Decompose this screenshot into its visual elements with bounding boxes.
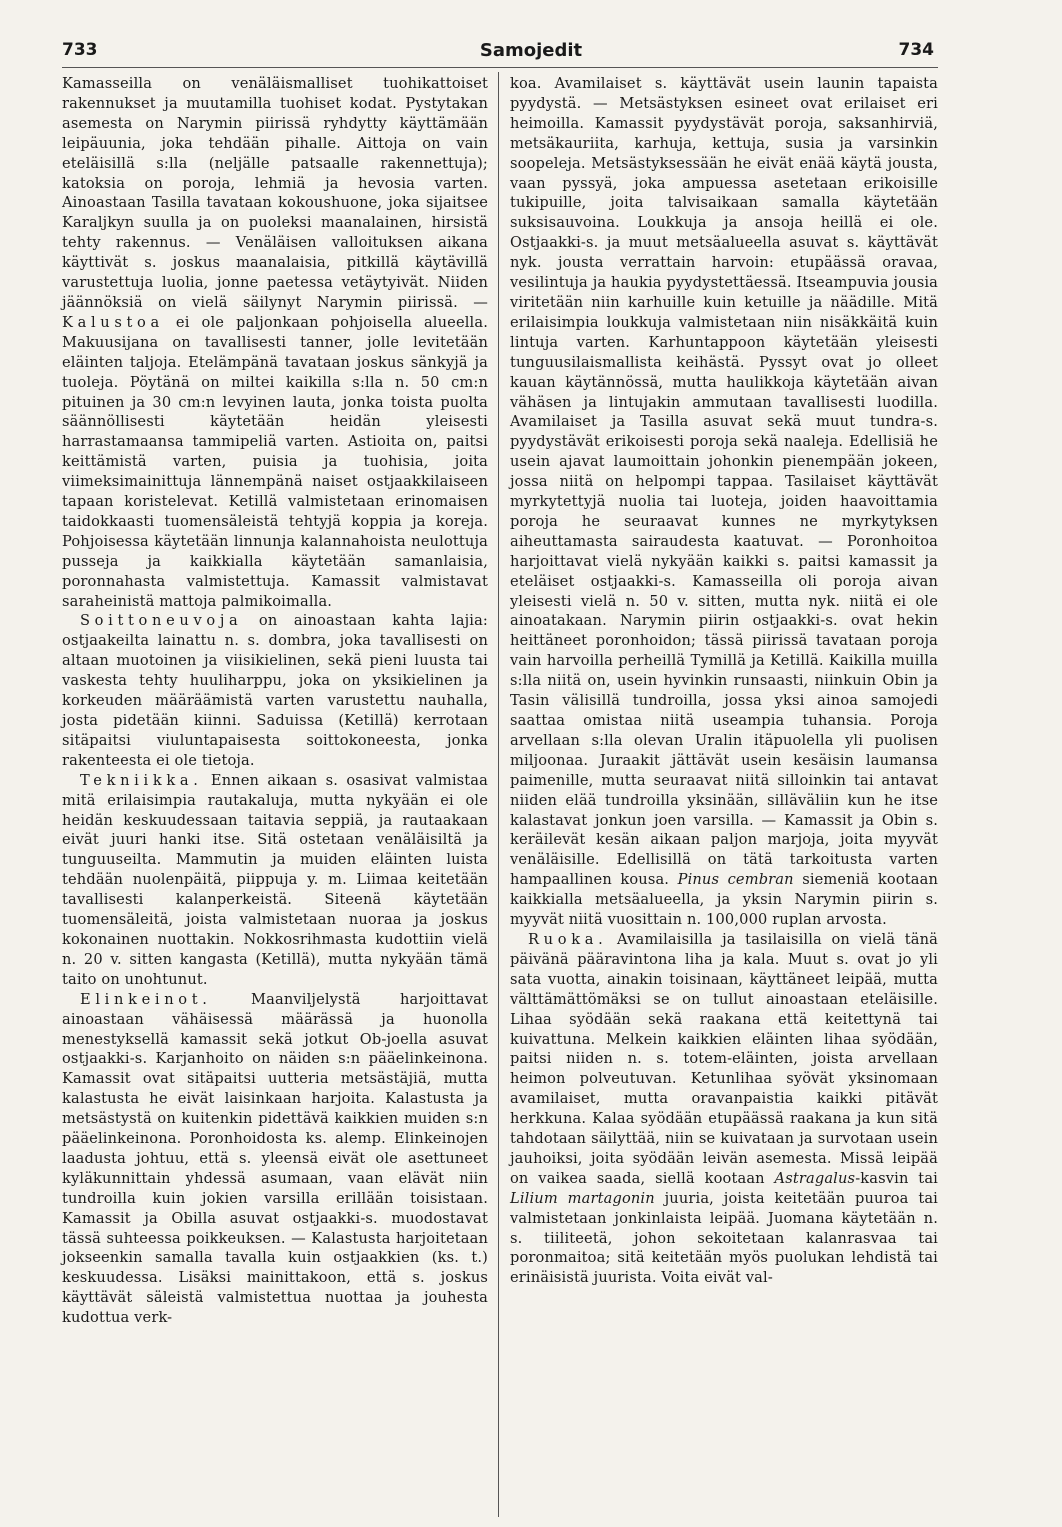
page-header: [0, 0, 1062, 70]
paragraph-tekniikka: Tekniikka. Ennen aikaan s. osasivat valmistaa mitä erilaisimpia rautakaluja, mutta nykyään ei ole heidän keskuudessaan taitavia seppiä, ja rautaakaan eivät juuri hanki itse. Sitä ostetaan venäläisiltä ja tunguuseilta. Mammutin ja muiden eläinten luista tehdään nuolenpäitä, piippuja y. m. Liimaa keitetään tavallisesti kalanperkeistä. Siteenä käytetään tuomensäleitä, joista valmistetaan nuoraa ja joskus kokonainen nuottakin. Nokkosrihmasta kudottiin vielä n. 20 v. sitten kangasta (Ketillä), mutta nykyään tämä taito on unohtunut.: [62, 771, 488, 988]
latin-term-astragalus: Astragalus: [774, 1169, 856, 1187]
paragraph-elinkeinot: Elinkeinot. Maanviljelystä harjoittavat ainoastaan vähäisessä määrässä ja huonolla menestyksellä kamassit sekä jotkut Ob-joella asuvat ostjaakki-s. Karjanhoito on näiden s:n pääelinkeinona. Kamassit ovat sitäpaitsi uutteria metsästäjiä, mutta kalastusta he eivät laisinkaan harjoita. Kalastusta ja metsästystä on kuitenkin pidettävä kaikkien muiden s:n pääelinkeinona. Poronhoidosta ks. alemp. Elinkeinojen laadusta johtuu, että s. yleensä eivät ole asettuneet kyläkunnittain yhdessä asumaan, vaan elävät niin tundroilla kuin jokien varsilla erillään toisistaan. Kamassit ja Obilla asuvat ostjaakki-s. muodostavat tässä suhteessa poikkeuksen. — Kalastusta harjoitetaan jokseenkin samalla tavalla kuin ostjaakkien (ks. t.) keskuudessa. Lisäksi mainittakoon, että s. joskus käyttävät säleistä valmistettua nuottaa ja jouhesta kudottua verk-: [62, 990, 488, 1327]
left-column: [62, 74, 488, 1328]
section-heading-tekniikka: Tekniikka.: [80, 771, 203, 789]
paragraph-dwellings: Kamasseilla on venäläismalliset tuohikattoiset rakennukset ja muutamilla tuohiset kodat. Pystytakan asemesta on Narymin piirissä ryhdytty käyttämään leipäuunia, joka tehdään pihalle. Aittoja on vain eteläisillä s:lla (neljälle patsaalle rakennettuja); katoksia on poroja, lehmiä ja hevosia varten. Ainoastaan Tasilla tavataan kokoushuone, joka sijaitsee Karaljkyn suulla ja on puoleksi maanalainen, hirsistä tehty rakennus. — Venäläisen valloituksen aikana käyttivät s. joskus maanalaisia, pitkillä käytävillä varustettuja luolia, jonne paetessa vetäytyivät. Niiden jäännöksiä on vielä säilynyt Narymin piirissä. — Kalustoa ei ole paljonkaan pohjoisella alueella. Makuusijana on tavallisesti tanner, jolle levitetään eläinten taljoja. Etelämpänä tavataan joskus sänkyjä ja tuoleja. Pöytänä on miltei kaikilla s:lla n. 50 cm:n pituinen ja 30 cm:n levyinen lauta, jonka toista puolta säännöllisesti käytetään heidän yleisesti harrastamaansa tammipeliä varten. Astioita on, paitsi keittämistä varten, puisia ja tuohisia, joita viimeksimainittuja lännempänä naiset ostjaakkilaiseen tapaan koristelevat. Ketillä valmistetaan erinomaisen taidokkaasti tuomensäleistä tehtyjä koppia ja koreja. Pohjoisessa käytetään linnunja kalannahoista neulottuja pusseja ja kaikkialla käytetään samanlaisia, poronnahasta valmistettuja. Kamassit valmistavat saraheinistä mattoja palmikoimalla.: [62, 75, 488, 610]
paragraph-ruoka: Ruoka. Avamilaisilla ja tasilaisilla on vielä tänä päivänä pääravintona liha ja kala. Muut s. ovat jo yli sata vuotta, ainakin toisinaan, käyttäneet leipää, mutta välttämättömäksi se on tullut ainoastaan eteläisille. Lihaa syödään sekä raakana että keitettynä tai kuivattuna. Melkein kaikkien eläinten lihaa syödään, paitsi niiden n. s. totem-eläinten, joista arvellaan heimon polveutuvan. Ketunlihaa syövät yksinomaan avamilaiset, mutta oravanpaistia kaikki pitävät herkkuna. Kalaa syödään etupäässä raakana ja kun sitä tahdotaan säilyttää, niin se kuivataan ja survotaan usein jauhoiksi, joita syödään leivän asemesta. Missä leipää on vaikea saada, siellä kootaan Astragalus-kasvin tai Lilium martagonin juuria, joista keitetään puuroa tai valmistetaan jonkinlaista leipää. Juomana käytetään n. s. tiiliteetä, johon sekoitetaan kalanrasvaa tai poronmaitoa; sitä keitetään myös puolukan lehdistä tai erinäisistä juurista. Voita eivät val-: [510, 930, 938, 1287]
page-number-right: 734: [898, 40, 934, 60]
section-heading-ruoka: Ruoka.: [528, 930, 608, 948]
section-heading-elinkeinot: Elinkeinot.: [80, 990, 212, 1008]
header-rule: [62, 67, 938, 68]
paragraph-hunting: koa. Avamilaiset s. käyttävät usein launin tapaista pyydystä. — Metsästyksen esineet ovat erilaiset eri heimoilla. Kamassit pyydystävät poroja, saksanhirviä, metsäkauriita, karhuja, kettuja, susia ja varsinkin soopeleja. Metsästyksessään he eivät enää käytä jousta, vaan pyssyä, joka ampuessa asetetaan erikoisille tukipuille, joita talvisaikaan samalla käytetään suksisauvoina. Loukkuja ja ansoja heillä ei ole. Ostjaakki-s. ja muut metsäalueella asuvat s. käyttävät nyk. jousta verrattain harvoin: etupäässä oravaa, vesilintuja ja haukia pyydystettäessä. Itseampuvia jousia viritetään niin karhuille kuin ketuille ja näädille. Mitä erilaisimpia loukkuja valmistetaan niin nisäkkäitä kuin lintuja varten. Karhuntappoon käytetään yleisesti tunguusilaismallista keihästä. Pyssyt ovat jo olleet kauan käytännössä, mutta haulikkoja käytetään aivan vähäsen ja lintujakin ammutaan tavallisesti luodilla. Avamilaiset ja Tasilla asuvat sekä muut tundra-s. pyydystävät erikoisesti poroja sekä naaleja. Edellisiä he usein ajavat laumoittain johonkin pienempään jokeen, jossa niitä on helpompi tappaa. Tasilaiset käyttävät myrkytettyjä nuolia tai luoteja, joiden haavoittamia poroja he seuraavat kunnes ne myrkytyksen aiheuttamasta sairaudesta kaatuvat. — Poronhoitoa harjoittavat vielä nykyään kaikki s. paitsi kamassit ja eteläiset ostjaakki-s. Kamasseilla oli poroja aivan yleisesti vielä n. 50 v. sitten, mutta nyk. niitä ei ole ainoatakaan. Narymin piirin ostjaakki-s. ovat hekin heittäneet poronhoidon; tässä piirissä tavataan poroja vain harvoilla perheillä Tymillä ja Ketillä. Kaikilla muilla s:lla niitä on, usein hyvinkin runsaasti, niinkuin Obin ja Tasin välisillä tundroilla, jossa yksi ainoa samojedi saattaa omistaa niitä useampia tuhansia. Poroja arvellaan s:lla olevan Uralin itäpuolella yli puolisen miljoonaa. Juraakit jättävät usein kesäisin laumansa paimenille, mutta seuraavat niitä silloinkin tai antavat niiden elää tundroilla yksinään, silläväliin kun he itse kalastavat jonkun joen varsilla. — Kamassit ja Obin s. keräilevät kesän aikaan paljon marjoja, joita myyvät venäläisille. Edellisillä on tätä tarkoitusta varten hampaallinen kousa. Pinus cembran siemeniä kootaan kaikkialla metsäalueella, ja yksin Narymin piirin s. myyvät niitä vuosittain n. 100,000 ruplan arvosta.: [510, 75, 939, 929]
column-divider: [498, 72, 499, 1517]
paragraph-soittoneuvoja: Soittoneuvoja on ainoastaan kahta lajia: ostjaakeilta lainattu n. s. dombra, joka tavallisesti on altaan muotoinen ja viisikielinen, sekä pieni luusta tai vaskesta tehty huuliharppu, joka on yksikielinen ja korkeuden määräämistä varten varustettu nauhalla, josta pidetään kiinni. Saduissa (Ketillä) kerrotaan sitäpaitsi viuluntapaisesta soittokoneesta, jonka rakenteesta ei ole tietoja.: [62, 612, 488, 769]
page-title: Samojedit: [479, 40, 583, 61]
latin-term-pinus: Pinus cembran: [677, 871, 794, 889]
section-heading-soittoneuvoja: Soittoneuvoja: [80, 612, 243, 630]
section-heading-kalustoa: Kalustoa: [62, 313, 164, 331]
latin-term-lilium: Lilium martagonin: [510, 1189, 655, 1207]
page-number-left: 733: [62, 40, 98, 60]
right-column: [510, 74, 938, 1288]
